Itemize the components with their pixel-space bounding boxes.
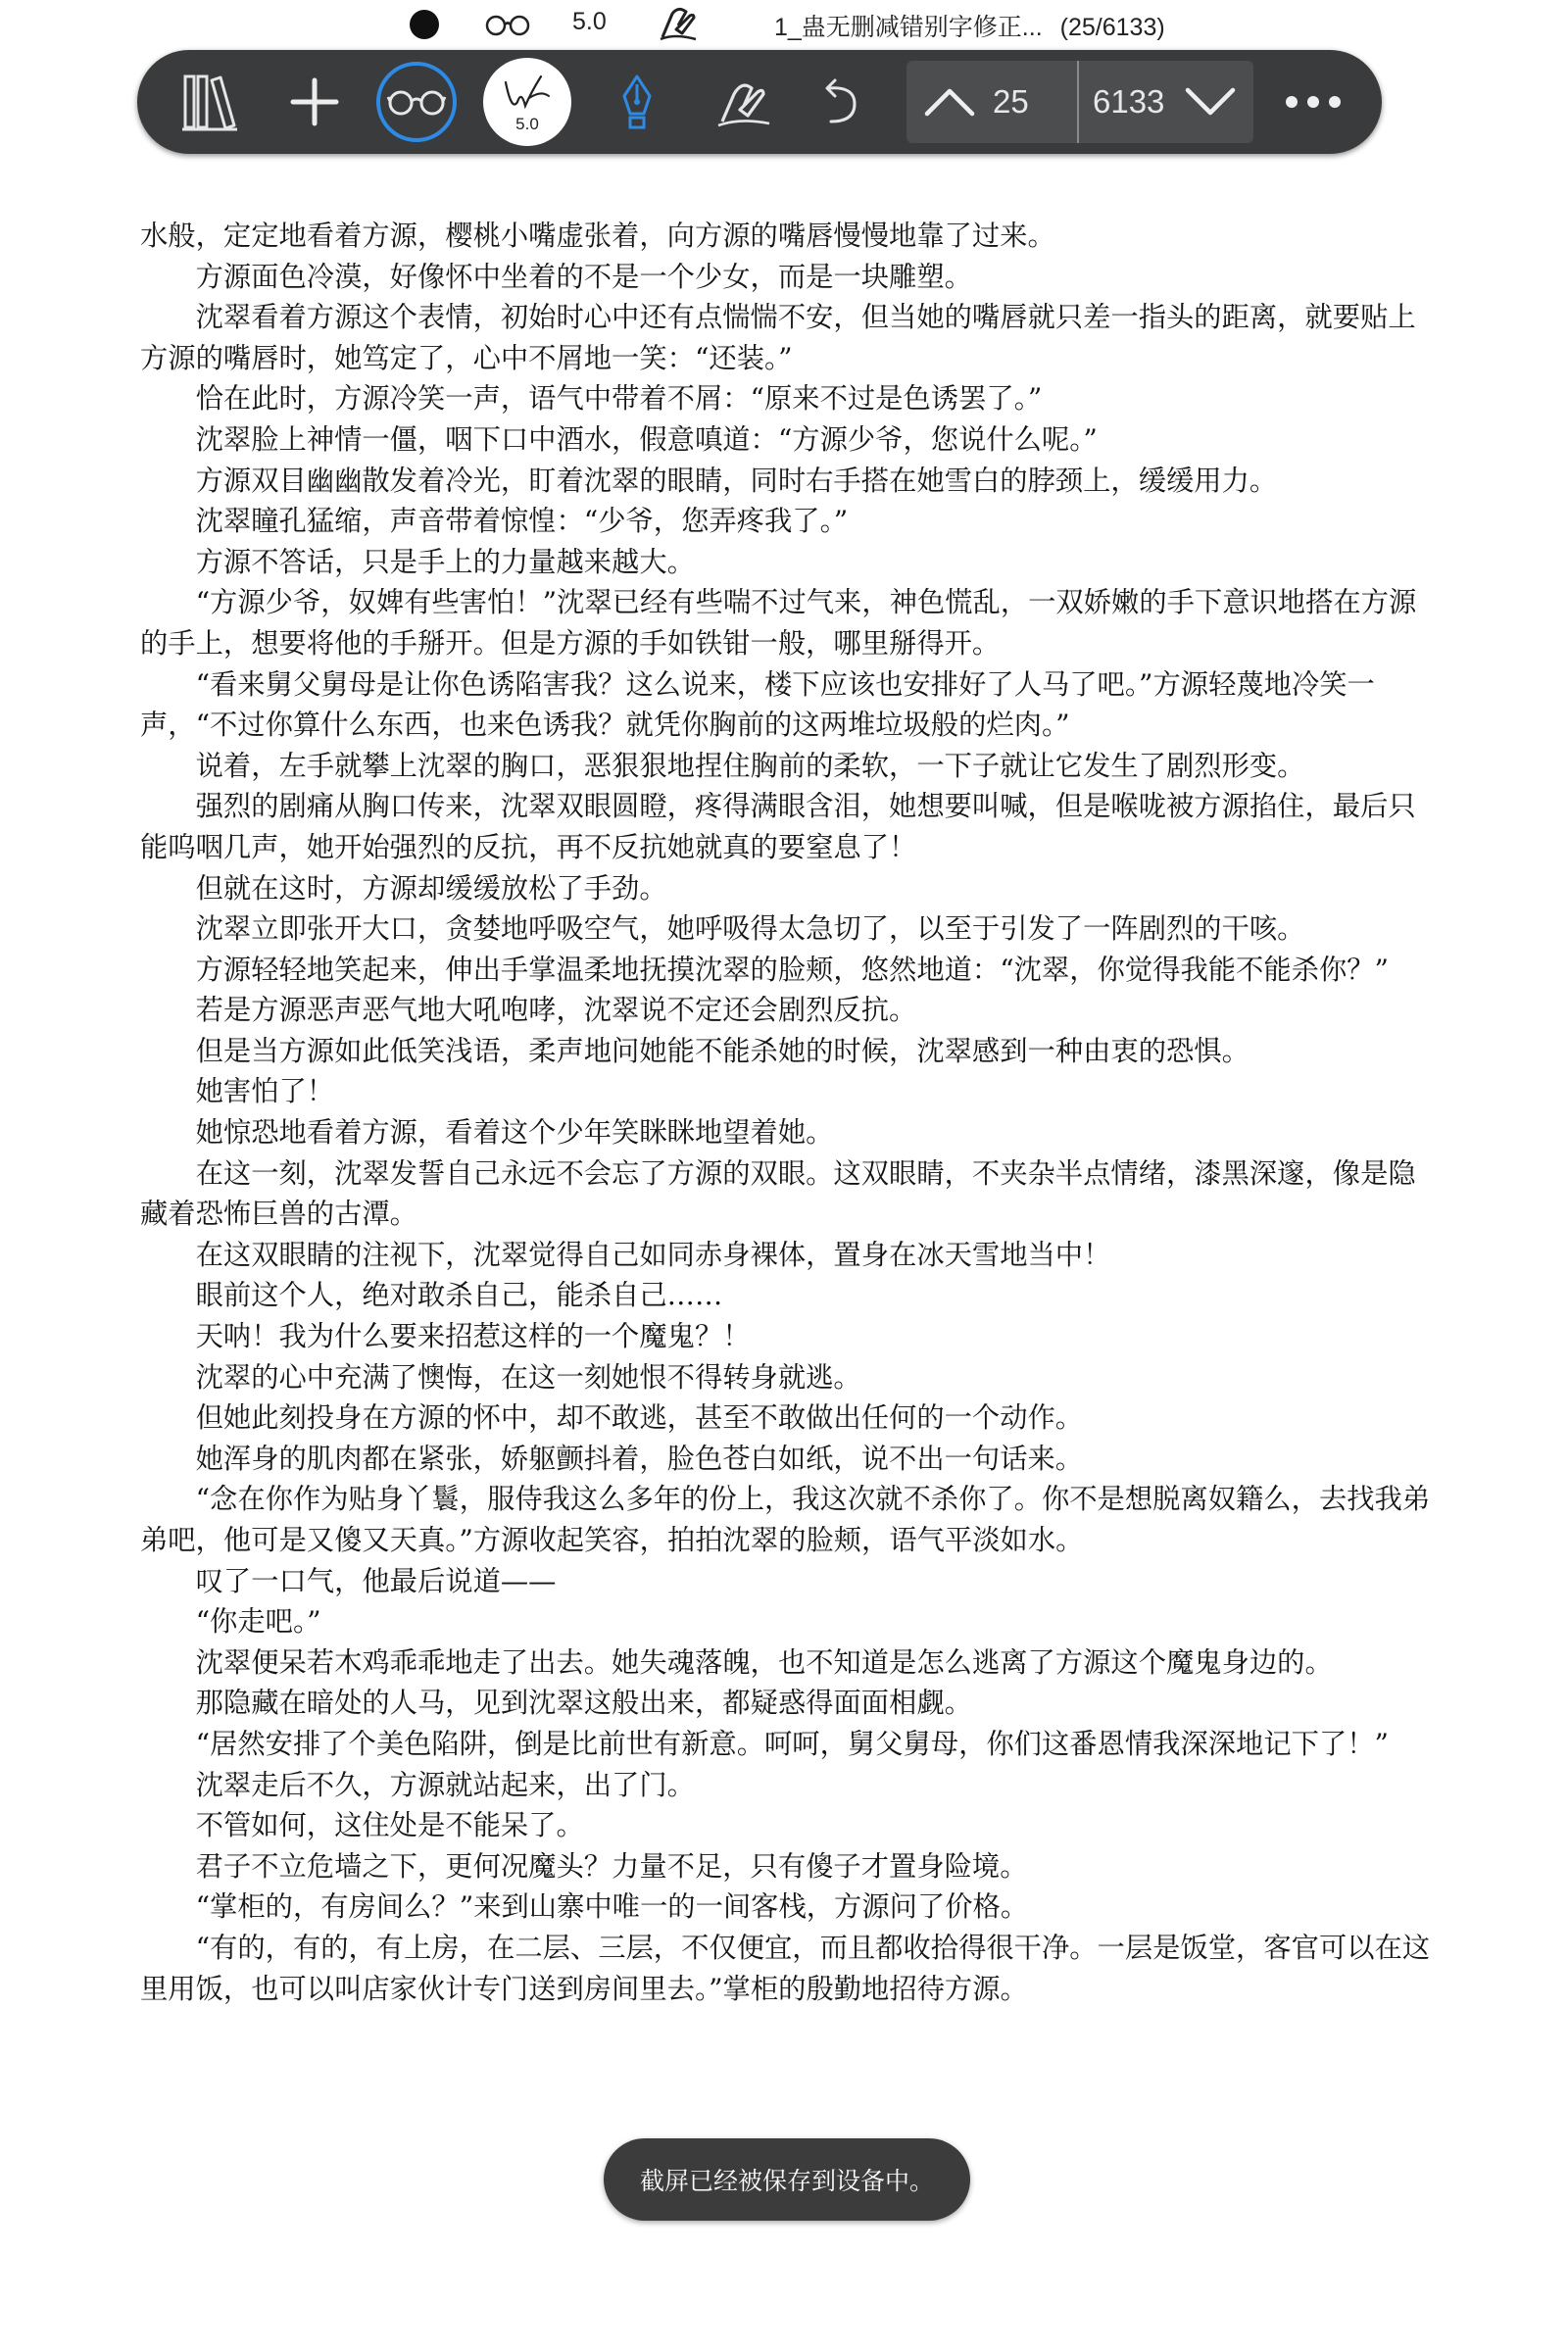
paragraph: 但她此刻投身在方源的怀中，却不敢逃，甚至不敢做出任何的一个动作。 (195, 1401, 1084, 1435)
more-button[interactable] (1274, 50, 1352, 154)
glasses-icon (484, 10, 531, 39)
paragraph: “居然安排了个美色陷阱，倒是比前世有新意。呵呵，舅父舅母，你们这番恩情我深深地记下了！” (195, 1727, 1389, 1760)
reader-glasses-icon (386, 87, 447, 117)
paragraph: 说着，左手就攀上沈翠的胸口，恶狠狠地捏住胸前的柔软，一下子就让它发生了剧烈形变。 (195, 749, 1305, 782)
library-icon (182, 73, 237, 131)
sign-tool-button[interactable] (706, 50, 784, 154)
reader-toolbar (137, 50, 1382, 154)
add-icon (289, 76, 340, 127)
record-dot-icon (410, 10, 439, 39)
paragraph: 方源轻轻地笑起来，伸出手掌温柔地抚摸沈翠的脸颊，悠然地道：“沈翠，你觉得我能不能杀你？” (195, 953, 1389, 986)
more-icon (1284, 95, 1343, 109)
paragraph: 在这一刻，沈翠发誓自己永远不会忘了方源的双眼。这双眼睛，不夹杂半点情绪，漆黑深邃，像是隐藏着恐怖巨兽的古潭。 (140, 1156, 1416, 1231)
undo-button[interactable] (811, 50, 870, 154)
status-doc-title: 1_蛊无删减错别字修正... (25/6133) (774, 14, 1165, 41)
paragraph: 沈翠的心中充满了懊悔，在这一刻她恨不得转身就逃。 (195, 1360, 861, 1394)
paragraph: 方源不答话，只是手上的力量越来越大。 (195, 545, 695, 578)
prev-page-button[interactable] (920, 61, 979, 143)
paragraph: “掌柜的，有房间么？”来到山寨中唯一的一间客栈，方源问了价格。 (195, 1890, 1029, 1924)
current-page-number[interactable]: 25 (993, 83, 1029, 120)
toast-message: 截屏已经被保存到设备中。 (604, 2138, 970, 2221)
page-navigator (906, 61, 1253, 143)
paragraph: 恰在此时，方源冷笑一声，语气中带着不屑：“原来不过是色诱罢了。” (195, 382, 1043, 416)
paragraph: 方源双目幽幽散发着冷光，盯着沈翠的眼睛，同时右手搭在她雪白的脖颈上，缓缓用力。 (195, 464, 1278, 497)
paragraph: “有的，有的，有上房，在二层、三层，不仅便宜，而且都收拾得很干净。一层是饭堂，客官可以在这里用饭，也可以叫店家伙计专门送到房间里去。”掌柜的殷勤地招待方源。 (140, 1931, 1431, 2005)
status-bar (0, 0, 1568, 49)
status-version: 5.0 (572, 8, 607, 35)
library-button[interactable] (174, 50, 245, 154)
paragraph: 她害怕了！ (195, 1075, 335, 1108)
sign-hand-icon (716, 76, 773, 127)
reader-mode-button[interactable] (374, 50, 459, 154)
paragraph: 强烈的剧痛从胸口传来，沈翠双眼圆瞪，疼得满眼含泪，她想要叫喊，但是喉咙被方源掐住，最后只能呜咽几声，她开始强烈的反抗，再不反抗她就真的要窒息了！ (140, 790, 1416, 863)
paragraph: “看来舅父舅母是让你色诱陷害我？这么说来，楼下应该也安排好了人马了吧。”方源轻蔑地冷笑一声，“不过你算什么东西，也来色诱我？就凭你胸前的这两堆垃圾般的烂肉。” (140, 667, 1375, 742)
paragraph: “方源少爷，奴婢有些害怕！”沈翠已经有些喘不过气来，神色慌乱，一双娇嫩的手下意识地搭在方源的手上，想要将他的手掰开。但是方源的手如铁钳一般，哪里掰得开。 (140, 586, 1417, 660)
undo-icon (821, 76, 860, 127)
paragraph: 在这双眼睛的注视下，沈翠觉得自己如同赤身裸体，置身在冰天雪地当中！ (195, 1238, 1111, 1271)
paragraph: 不管如何，这住处是不能呆了。 (195, 1809, 584, 1842)
pen-tool-button[interactable] (608, 50, 666, 154)
paragraph: 沈翠看着方源这个表情，初始时心中还有点惴惴不安，但当她的嘴唇就只差一指头的距离，就要贴上方源的嘴唇时，她笃定了，心中不屑地一笑：“还装。” (140, 301, 1416, 374)
paragraph: 君子不立危墙之下，更何况魔头？力量不足，只有傻子才置身险境。 (195, 1849, 1028, 1883)
paragraph: 她浑身的肌肉都在紧张，娇躯颤抖着，脸色苍白如纸，说不出一句话来。 (195, 1442, 1084, 1475)
paragraph: “你走吧。” (195, 1605, 321, 1639)
status-page-indicator: (25/6133) (1059, 14, 1165, 41)
paragraph: 她惊恐地看着方源，看着这个少年笑眯眯地望着她。 (195, 1116, 834, 1150)
document-page (140, 216, 1436, 2009)
ink-signature-icon (502, 73, 553, 118)
paragraph: 眼前这个人，绝对敢杀自己，能杀自己…… (195, 1279, 723, 1312)
paragraph: 但是当方源如此低笑浅语，柔声地问她能不能杀她的时候，沈翠感到一种由衷的恐惧。 (195, 1034, 1250, 1067)
paragraph: 沈翠走后不久，方源就站起来，出了门。 (195, 1768, 695, 1801)
add-button[interactable] (279, 50, 350, 154)
paragraph: 叹了一口气，他最后说道—— (195, 1564, 557, 1597)
paragraph: “念在你作为贴身丫鬟，服侍我这么多年的份上，我这次就不杀你了。你不是想脱离奴籍么，去找我弟弟吧，他可是又傻又天真。”方源收起笑容，拍拍沈翠的脸颊，语气平淡如水。 (140, 1483, 1431, 1556)
page-divider (1077, 61, 1079, 143)
paragraph: 沈翠立即张开大口，贪婪地呼吸空气，她呼吸得太急切了，以至于引发了一阵剧烈的干咳。 (195, 912, 1305, 946)
paragraph: 方源面色冷漠，好像怀中坐着的不是一个少女，而是一块雕塑。 (195, 260, 972, 293)
paragraph: 若是方源恶声恶气地大吼咆哮，沈翠说不定还会剧烈反抗。 (195, 994, 917, 1027)
paragraph: 天呐！我为什么要来招惹这样的一个魔鬼？！ (195, 1320, 751, 1353)
fountain-pen-icon (620, 74, 654, 129)
total-pages: 6133 (1093, 83, 1165, 120)
chevron-up-icon (923, 86, 976, 118)
next-page-button[interactable] (1179, 61, 1242, 143)
signature-pen-icon (657, 4, 700, 43)
paragraph: 沈翠脸上神情一僵，咽下口中酒水，假意嗔道：“方源少爷，您说什么呢。” (195, 422, 1098, 456)
paragraph: 沈翠瞳孔猛缩，声音带着惊惶：“少爷，您弄疼我了。” (195, 505, 849, 538)
version-label: 5.0 (515, 115, 539, 133)
paragraph: 但就在这时，方源却缓缓放松了手劲。 (195, 871, 667, 905)
ink-version-button[interactable] (482, 50, 572, 154)
paragraph: 沈翠便呆若木鸡乖乖地走了出去。她失魂落魄，也不知道是怎么逃离了方源这个魔鬼身边的。 (195, 1645, 1333, 1679)
paragraph: 水般，定定地看着方源，樱桃小嘴虚张着，向方源的嘴唇慢慢地靠了过来。 (140, 220, 1055, 252)
chevron-down-icon (1184, 86, 1237, 118)
paragraph: 那隐藏在暗处的人马，见到沈翠这般出来，都疑惑得面面相觑。 (195, 1687, 972, 1720)
